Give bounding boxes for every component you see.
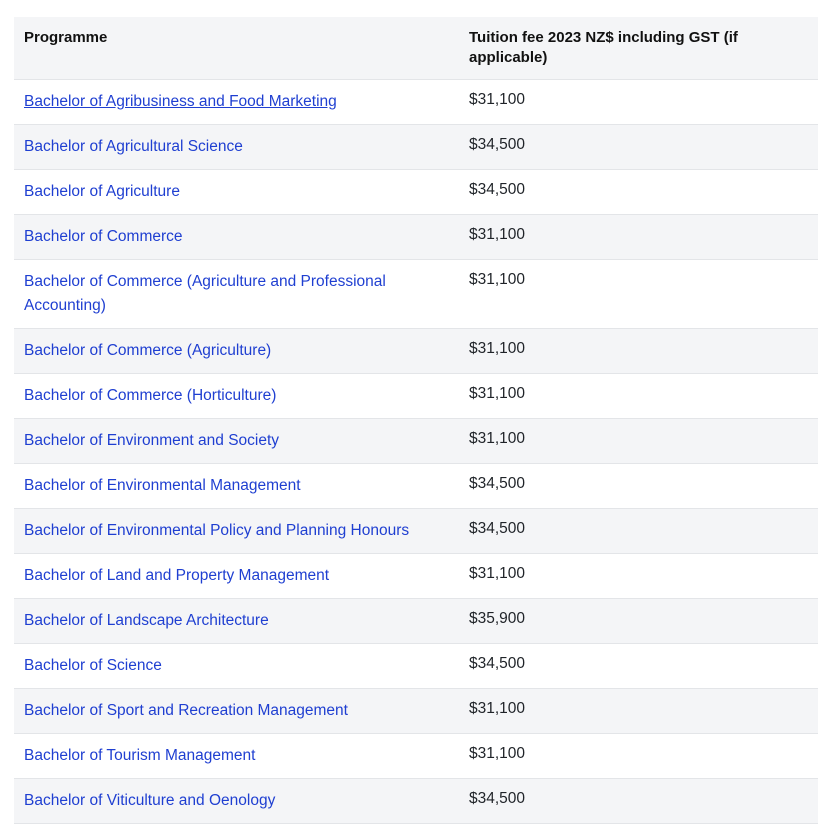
table-row: [14, 260, 818, 329]
fee-cell: $34,500: [459, 170, 818, 215]
fee-cell: $31,100: [459, 734, 818, 779]
programme-cell: [14, 689, 459, 734]
table-row: [14, 509, 818, 554]
fee-cell: $31,100: [459, 689, 818, 734]
programme-cell: [14, 215, 459, 260]
table-body: [14, 80, 818, 824]
tuition-fee-column-header: Tuition fee 2023 NZ$ including GST (if applicable): [459, 17, 818, 80]
programme-cell: [14, 419, 459, 464]
programme-link[interactable]: Bachelor of Viticulture and Oenology: [24, 792, 276, 809]
programme-link[interactable]: Bachelor of Landscape Architecture: [24, 612, 269, 629]
table-header-row: [14, 17, 818, 80]
programme-cell: [14, 554, 459, 599]
fee-cell: $31,100: [459, 80, 818, 125]
programme-link[interactable]: Bachelor of Environmental Management: [24, 477, 301, 494]
programme-cell: [14, 374, 459, 419]
table-row: [14, 779, 818, 824]
fee-cell: $35,900: [459, 599, 818, 644]
fee-cell: $31,100: [459, 215, 818, 260]
programme-link[interactable]: Bachelor of Environment and Society: [24, 432, 280, 449]
table-header: [14, 17, 818, 80]
fee-cell: $34,500: [459, 644, 818, 689]
programme-link[interactable]: Bachelor of Agriculture: [24, 183, 180, 200]
table-row: [14, 170, 818, 215]
programme-link[interactable]: Bachelor of Environmental Policy and Planning Honours: [24, 522, 410, 539]
fee-cell: $31,100: [459, 554, 818, 599]
table-row: [14, 734, 818, 779]
tuition-fee-table: [14, 17, 818, 824]
programme-link[interactable]: Bachelor of Commerce (Horticulture): [24, 387, 277, 404]
programme-column-header: Programme: [14, 17, 459, 80]
programme-cell: [14, 170, 459, 215]
table-row: [14, 644, 818, 689]
programme-link[interactable]: Bachelor of Commerce (Agriculture): [24, 342, 272, 359]
fee-cell: $34,500: [459, 509, 818, 554]
programme-cell: [14, 329, 459, 374]
tuition-fee-table-container: [14, 17, 818, 824]
table-row: [14, 125, 818, 170]
table-row: [14, 80, 818, 125]
fee-cell: $31,100: [459, 329, 818, 374]
programme-cell: [14, 464, 459, 509]
programme-cell: [14, 644, 459, 689]
fee-cell: $34,500: [459, 125, 818, 170]
fee-cell: $34,500: [459, 464, 818, 509]
programme-link[interactable]: Bachelor of Land and Property Management: [24, 567, 330, 584]
table-row: [14, 599, 818, 644]
programme-cell: [14, 779, 459, 824]
table-row: [14, 215, 818, 260]
programme-link[interactable]: Bachelor of Tourism Management: [24, 747, 256, 764]
programme-cell: [14, 260, 459, 329]
table-row: [14, 689, 818, 734]
fee-cell: $31,100: [459, 260, 818, 329]
programme-cell: [14, 599, 459, 644]
table-row: [14, 374, 818, 419]
programme-link[interactable]: Bachelor of Agricultural Science: [24, 138, 243, 155]
fee-cell: $31,100: [459, 419, 818, 464]
programme-cell: [14, 734, 459, 779]
programme-cell: [14, 80, 459, 125]
table-row: [14, 464, 818, 509]
table-row: [14, 554, 818, 599]
programme-cell: [14, 509, 459, 554]
fee-cell: $31,100: [459, 374, 818, 419]
programme-link[interactable]: Bachelor of Commerce (Agriculture and Professional Accounting): [24, 273, 386, 314]
programme-link[interactable]: Bachelor of Science: [24, 657, 162, 674]
programme-link[interactable]: Bachelor of Sport and Recreation Management: [24, 702, 348, 719]
fee-cell: $34,500: [459, 779, 818, 824]
programme-link[interactable]: Bachelor of Commerce: [24, 228, 183, 245]
table-row: [14, 419, 818, 464]
table-row: [14, 329, 818, 374]
programme-link[interactable]: Bachelor of Agribusiness and Food Marketing: [24, 93, 337, 110]
programme-cell: [14, 125, 459, 170]
